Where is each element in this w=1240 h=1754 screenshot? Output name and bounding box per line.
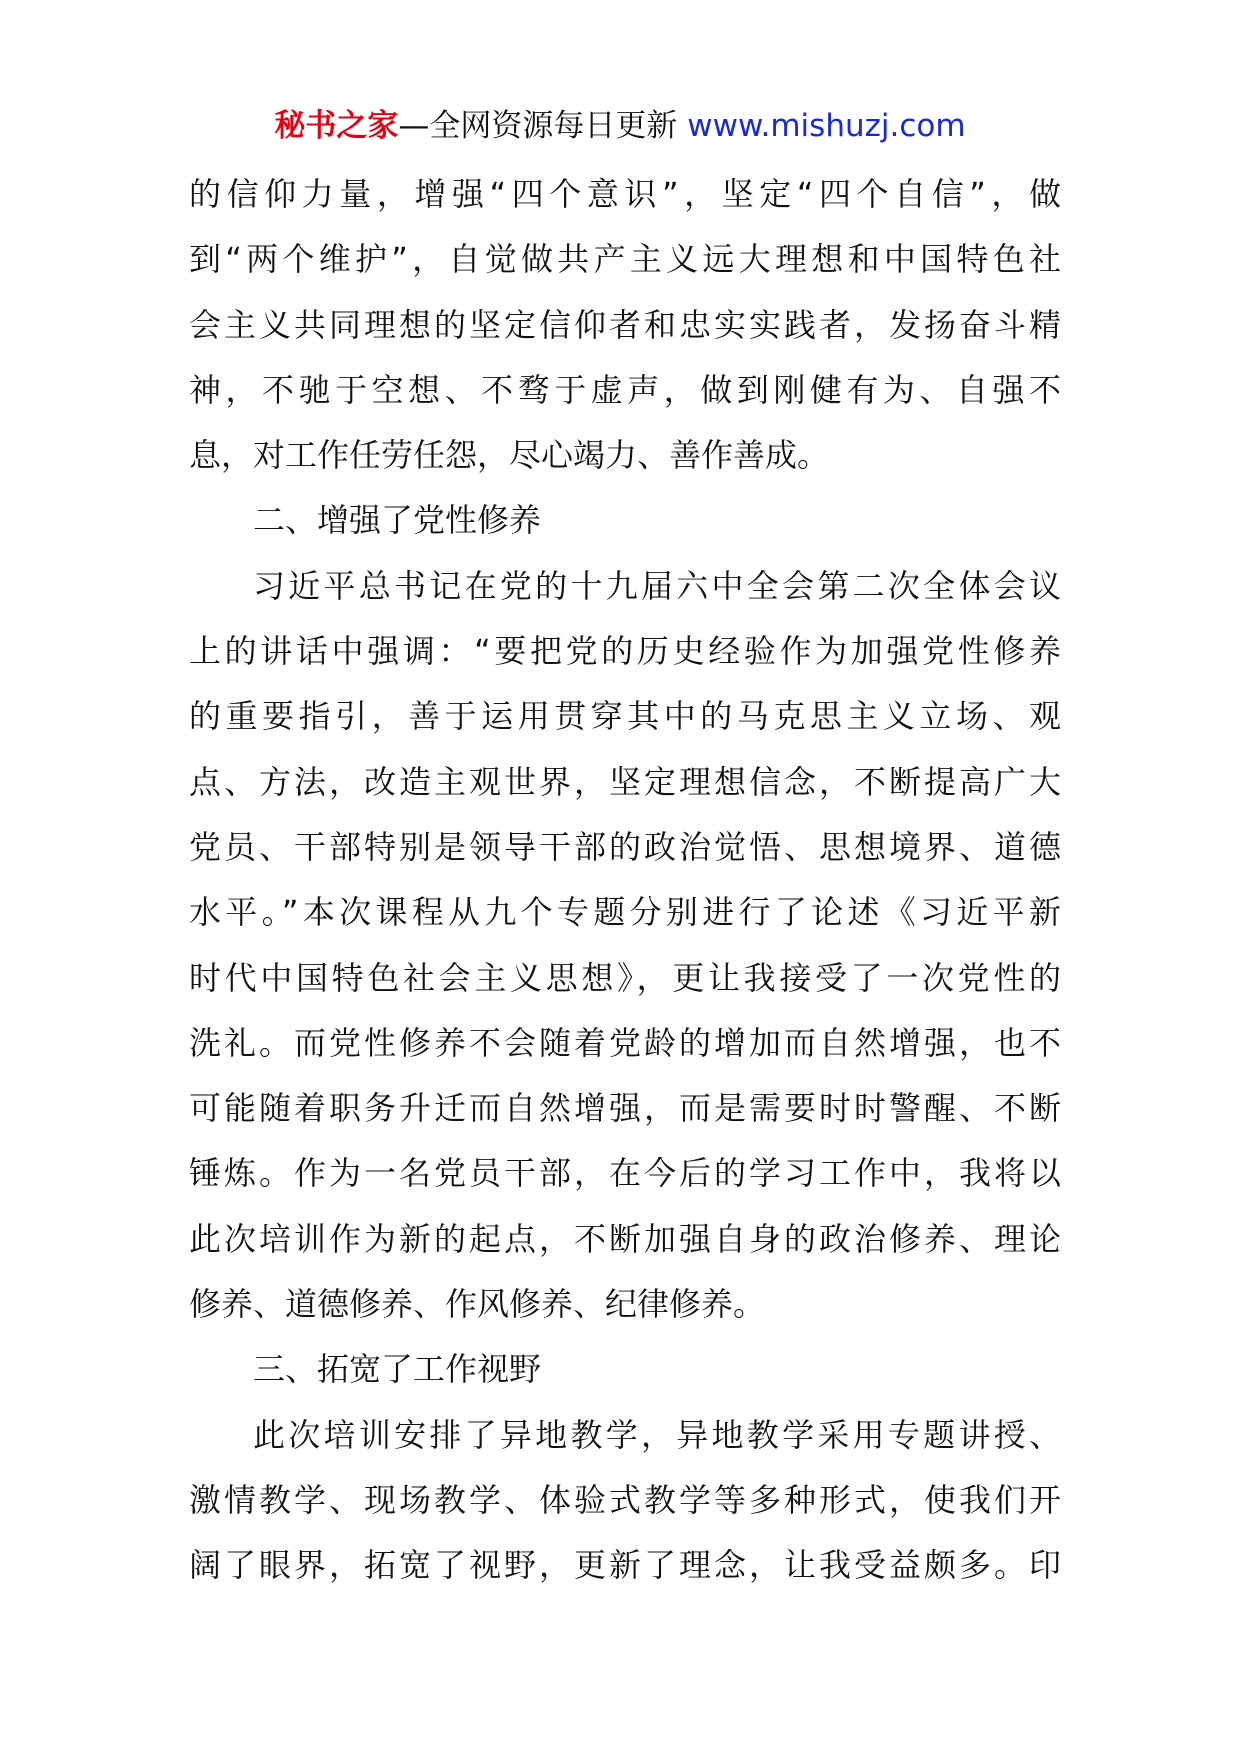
text-line: 党员、干部特别是领导干部的政治觉悟、思想境界、道德: [189, 827, 1061, 866]
site-brand: 秘书之家: [274, 108, 399, 144]
text-line: 此次培训安排了异地教学，异地教学采用专题讲授、: [253, 1415, 1061, 1454]
text-line: 的信仰力量，增强“四个意识”，坚定“四个自信”，做: [189, 175, 1061, 213]
text-line: 时代中国特色社会主义思想》，更让我接受了一次党性的: [189, 958, 1061, 997]
text-line: 锤炼。作为一名党员干部，在今后的学习工作中，我将以: [189, 1154, 1061, 1193]
text-line: 神，不驰于空想、不骛于虚声，做到刚健有为、自强不: [189, 370, 1061, 409]
section-heading: 三、拓宽了工作视野: [253, 1350, 542, 1389]
section-heading: 二、增强了党性修养: [253, 501, 542, 540]
text-line: 激情教学、现场教学、体验式教学等多种形式，使我们开: [189, 1480, 1061, 1519]
text-line: 此次培训作为新的起点，不断加强自身的政治修养、理论: [189, 1219, 1061, 1258]
document-body: [189, 162, 1061, 1599]
site-header: [0, 98, 1240, 154]
text-line: 洗礼。而党性修养不会随着党龄的增加而自然增强，也不: [189, 1023, 1061, 1062]
site-tagline: —全网资源每日更新: [398, 108, 678, 144]
text-line: 会主义共同理想的坚定信仰者和忠实实践者，发扬奋斗精: [189, 305, 1061, 344]
text-line: 水平。”本次课程从九个专题分别进行了论述《习近平新: [189, 893, 1061, 932]
text-line: 点、方法，改造主观世界，坚定理想信念，不断提高广大: [189, 762, 1061, 801]
text-line: 上的讲话中强调：“要把党的历史经验作为加强党性修养: [189, 632, 1061, 671]
text-line: 习近平总书记在党的十九届六中全会第二次全体会议: [253, 566, 1061, 605]
text-line: 修养、道德修养、作风修养、纪律修养。: [189, 1285, 766, 1324]
text-line: 阔了眼界，拓宽了视野，更新了理念，让我受益颇多。印: [189, 1546, 1061, 1585]
text-line: 的重要指引，善于运用贯穿其中的马克思主义立场、观: [189, 697, 1061, 736]
site-url[interactable]: www.mishuzj.com: [687, 108, 966, 144]
text-line: 息，对工作任劳任怨，尽心竭力、善作善成。: [189, 436, 830, 475]
text-line: 到“两个维护”，自觉做共产主义远大理想和中国特色社: [189, 240, 1061, 279]
text-line: 可能随着职务升迁而自然增强，而是需要时时警醒、不断: [189, 1089, 1061, 1128]
